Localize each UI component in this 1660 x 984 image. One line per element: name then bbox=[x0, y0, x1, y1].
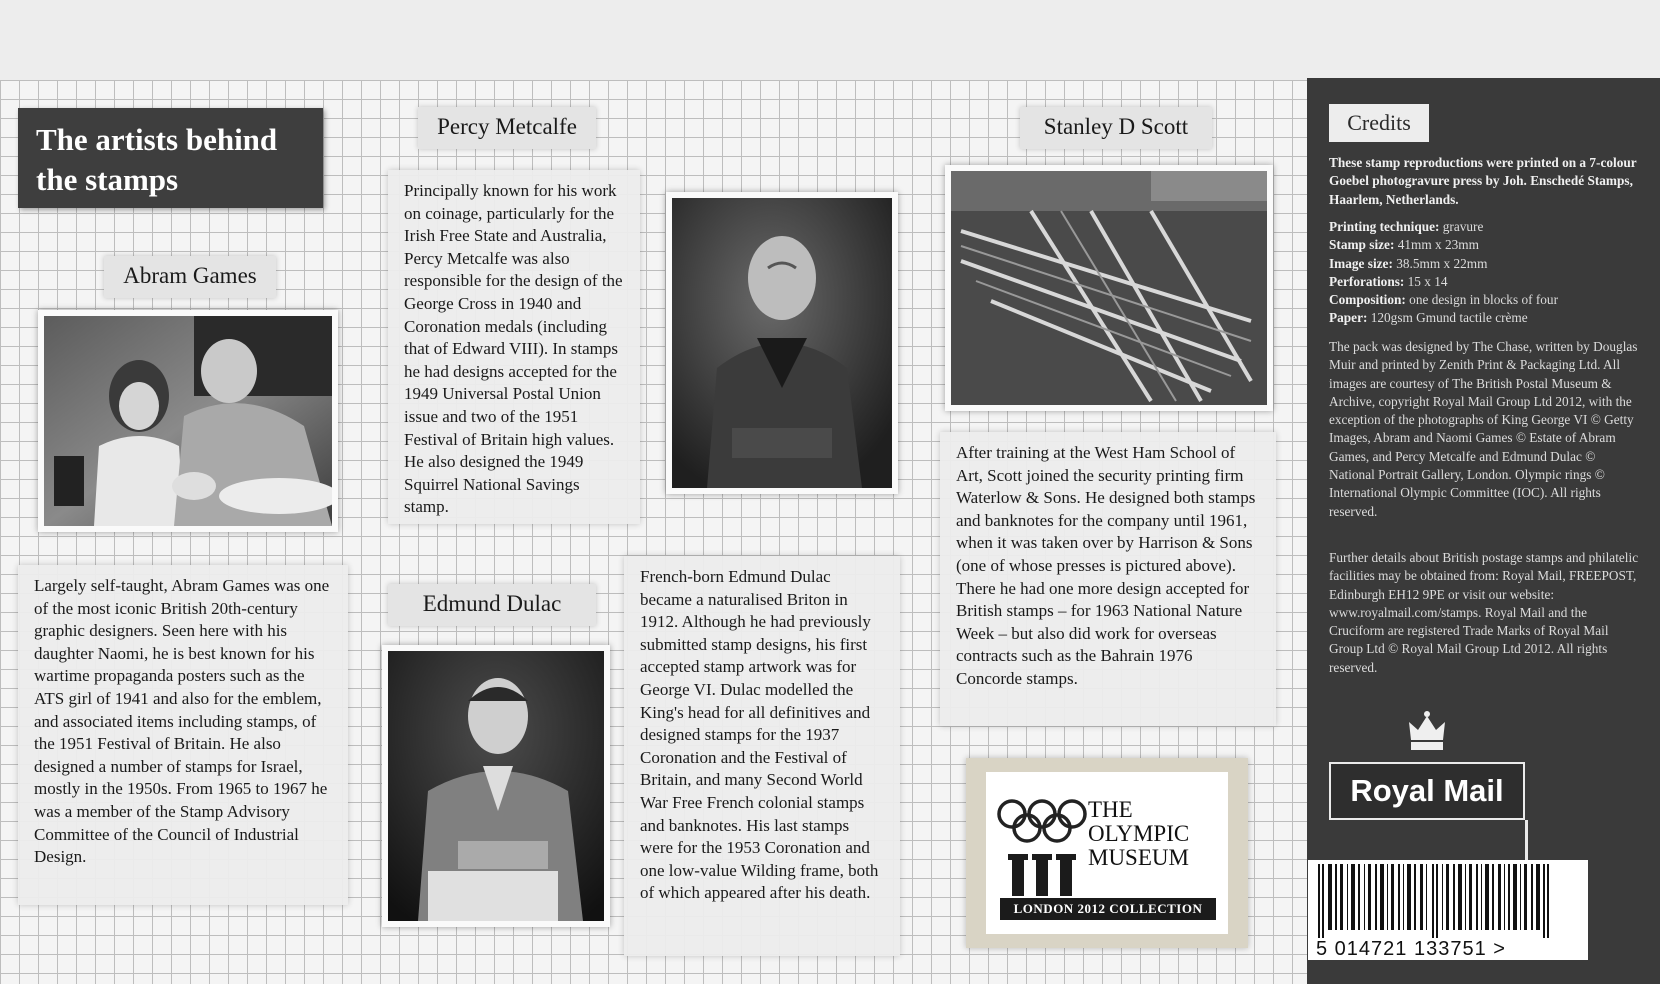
page-title bbox=[18, 108, 323, 208]
spec-value: gravure bbox=[1442, 219, 1484, 234]
spec-value: one design in blocks of four bbox=[1409, 292, 1558, 308]
bio-abram-games: Largely self-taught, Abram Games was one of the most iconic British 20th-century graphic designers. Seen here with his daughter Naomi, he is best known for his wartime propaganda posters such as the ATS girl of 1941 and also for the emblem, and associated items including stamps, of the 1951 Festival of Britain. He also designed a number of stamps for Israel, mostly in the 1950s. From 1965 to 1967 he was a member of the Stamp Advisory Committee of the Council of Industrial Design. bbox=[18, 565, 348, 905]
spec-row bbox=[1329, 309, 1639, 327]
photo-edmund-dulac bbox=[382, 645, 610, 927]
bio-edmund-dulac: French-born Edmund Dulac became a naturalised Briton in 1912. Although he had previously submitted stamp designs, his first accepted stamp artwork was for George VI. Dulac modelled the King's head for all definitives and designed stamps for the 1937 Coronation and the Festival of Britain, and many Second World War Free French colonial stamps and banknotes. His last stamps were for the 1953 Coronation and one low-value Wilding frame, both of which appeared after his death. bbox=[624, 556, 900, 956]
photo-percy-metcalfe-image bbox=[672, 198, 892, 488]
credits-design-note: The pack was designed by The Chase, written by Douglas Muir and printed by Zenith Print & Packaging Ltd. All images are courtesy of The British Postal Museum & Archive, copyright Royal Mail Group Ltd 2012, with the exception of the photographs of King George VI © Getty Images, Abram and Naomi Games © Estate of Abram Games, and Percy Metcalfe and Edmund Dulac © National Portrait Gallery, London. Olympic rings © International Olympic Committee (IOC). All rights reserved. bbox=[1329, 339, 1638, 519]
page-title-line-1: The artists behind bbox=[36, 122, 278, 157]
artist-name-scott: Stanley D Scott bbox=[1020, 107, 1212, 149]
credits-specs bbox=[1329, 218, 1639, 328]
top-strip bbox=[0, 0, 1660, 80]
royal-mail-logo: Royal Mail bbox=[1329, 762, 1525, 820]
olympic-rings-icon bbox=[994, 796, 1090, 906]
spec-row bbox=[1329, 291, 1639, 309]
spec-row bbox=[1329, 255, 1639, 273]
photo-abram-games-image bbox=[44, 316, 332, 526]
crown-icon bbox=[1405, 710, 1449, 754]
olympic-name-line-1: THE bbox=[1088, 797, 1133, 822]
credits-further-details: Further details about British postage stamps and philatelic facilities may be obtained from: Royal Mail, FREEPOST, Edinburgh EH12 9PE or visit our website: www.royalmail.com/stamps. Royal Mail and the Cruciform are registered Trade Marks of Royal Mail Group Ltd © Royal Mail Group Ltd 2012. All rights reserved. bbox=[1329, 550, 1639, 675]
photo-percy-metcalfe bbox=[666, 192, 898, 494]
spec-label: Image size: bbox=[1329, 255, 1393, 271]
credits-panel bbox=[1307, 78, 1660, 984]
olympic-collection-band: LONDON 2012 COLLECTION bbox=[1000, 898, 1216, 920]
barcode bbox=[1308, 860, 1588, 960]
olympic-name-line-3: MUSEUM bbox=[1088, 845, 1189, 870]
spec-row bbox=[1329, 273, 1639, 291]
credits-heading: Credits bbox=[1329, 104, 1429, 142]
spec-label: Composition: bbox=[1329, 292, 1406, 308]
spec-value: 120gsm Gmund tactile crème bbox=[1370, 310, 1528, 326]
spec-label: Perforations: bbox=[1329, 273, 1405, 289]
photo-abram-games bbox=[38, 310, 338, 532]
olympic-museum-name bbox=[1088, 798, 1189, 870]
bio-percy-metcalfe: Principally known for his work on coinage, particularly for the Irish Free State and Australia, Percy Metcalfe was also responsible for the design of the George Cross in 1940 and Coronation medals (including that of Edward VIII). In stamps he had designs accepted for the 1949 Universal Postal Union issue and two of the 1951 Festival of Britain high values. He also designed the 1949 Squirrel National Savings stamp. bbox=[388, 170, 640, 524]
spec-label: Paper: bbox=[1329, 310, 1368, 326]
photo-printing-press bbox=[945, 165, 1273, 411]
spec-value: 15 x 14 bbox=[1407, 273, 1448, 289]
page-title-line-2: the stamps bbox=[36, 162, 179, 197]
barcode-bars bbox=[1314, 864, 1584, 938]
bio-stanley-scott: After training at the West Ham School of Art, Scott joined the security printing firm Waterlow & Sons. He designed both stamps and banknotes for the company until 1961, when it was taken over by Harrison & Sons (one of whose presses is pictured above). There he had one more design accepted for British stamps – for 1963 National Nature Week – but also did work for overseas contracts such as the Bahrain 1976 Concorde stamps. bbox=[940, 432, 1276, 726]
spec-label: Printing technique: bbox=[1329, 219, 1440, 234]
olympic-name-line-2: OLYMPIC bbox=[1088, 821, 1190, 846]
photo-printing-press-image bbox=[951, 171, 1267, 405]
spec-row bbox=[1329, 236, 1639, 254]
credits-intro: These stamp reproductions were printed on a 7-colour Goebel photogravure press by Joh. Enschedé Stamps, Haarlem, Netherlands. bbox=[1329, 155, 1637, 207]
artist-name-games: Abram Games bbox=[104, 256, 276, 298]
artist-name-dulac: Edmund Dulac bbox=[388, 584, 596, 626]
spec-value: 41mm x 23mm bbox=[1397, 237, 1479, 253]
olympic-museum-panel bbox=[986, 772, 1228, 934]
barcode-number: 5 014721 133751 > bbox=[1316, 938, 1506, 960]
spec-label: Stamp size: bbox=[1329, 237, 1395, 253]
spec-row bbox=[1329, 218, 1639, 236]
spec-value: 38.5mm x 22mm bbox=[1396, 255, 1488, 271]
artist-name-metcalfe: Percy Metcalfe bbox=[418, 107, 596, 149]
photo-edmund-dulac-image bbox=[388, 651, 604, 921]
olympic-museum-logo bbox=[966, 758, 1248, 948]
